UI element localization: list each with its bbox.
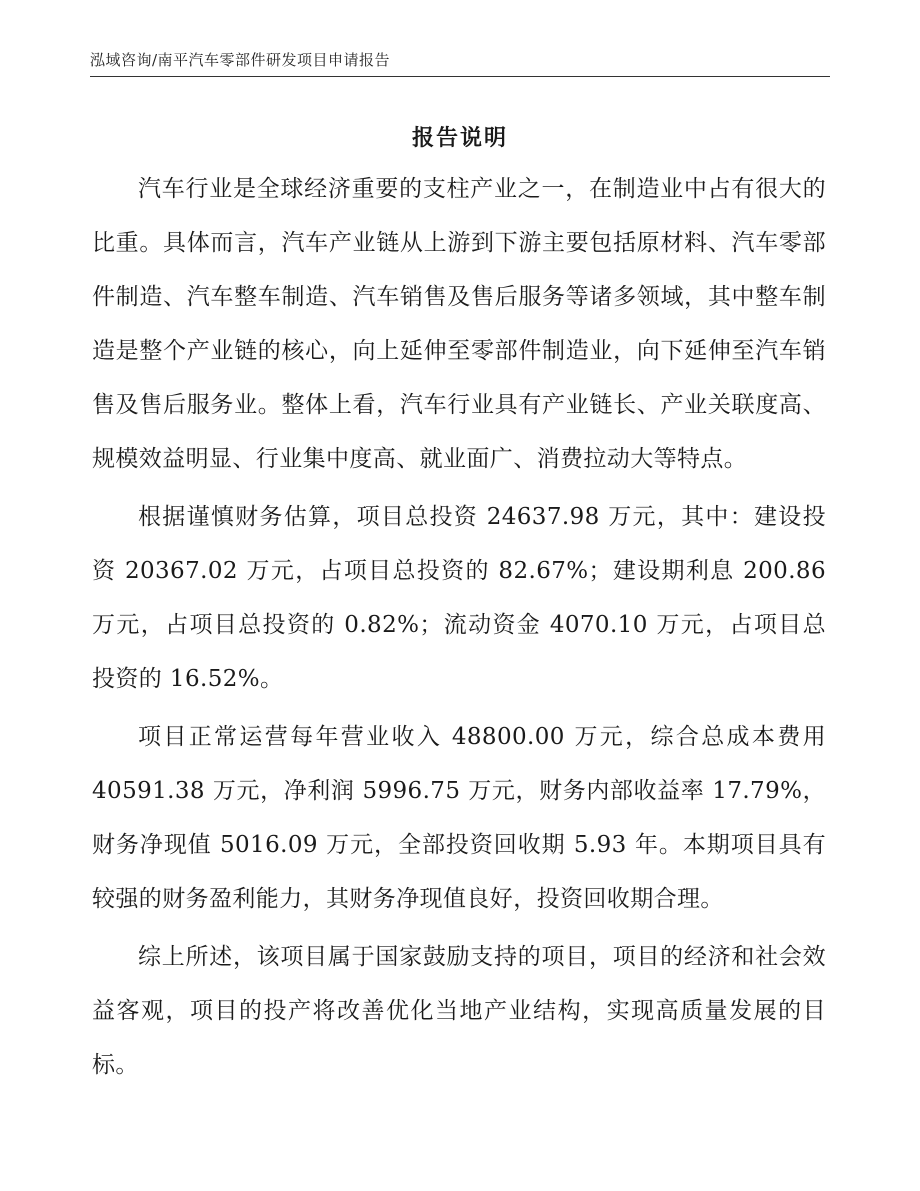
- paragraph-industry-overview: 汽车行业是全球经济重要的支柱产业之一，在制造业中占有很大的比重。具体而言，汽车产业链从上游到下游主要包括原材料、汽车零部件制造、汽车整车制造、汽车销售及售后服务等诸多领域，其中整车制造是整个产业链的核心，向上延伸至零部件制造业，向下延伸至汽车销售及售后服务业。整体上看，汽车行业具有产业链长、产业关联度高、规模效益明显、行业集中度高、就业面广、消费拉动大等特点。: [92, 176, 826, 472]
- page-header: 泓域咨询/南平汽车零部件研发项目申请报告: [90, 51, 391, 69]
- paragraph-financial-returns: 项目正常运营每年营业收入 48800.00 万元，综合总成本费用 40591.38 万元，净利润 5996.75 万元，财务内部收益率 17.79%，财务净现值 5016.09 万元，全部投资回收期 5.93 年。本期项目具有较强的财务盈利能力，其财务净现值良好，投资回收期合理。: [92, 724, 826, 912]
- paragraph-investment-estimate: 根据谨慎财务估算，项目总投资 24637.98 万元，其中：建设投资 20367.02 万元，占项目总投资的 82.67%；建设期利息 200.86 万元，占项目总投资的 0.82%；流动资金 4070.10 万元，占项目总投资的 16.52%。: [92, 504, 826, 692]
- document-title: 报告说明: [411, 125, 508, 151]
- paragraph-conclusion: 综上所述，该项目属于国家鼓励支持的项目，项目的经济和社会效益客观，项目的投产将改善优化当地产业结构，实现高质量发展的目标。: [92, 944, 826, 1078]
- document-body: [92, 162, 826, 1096]
- header-divider: [90, 76, 830, 77]
